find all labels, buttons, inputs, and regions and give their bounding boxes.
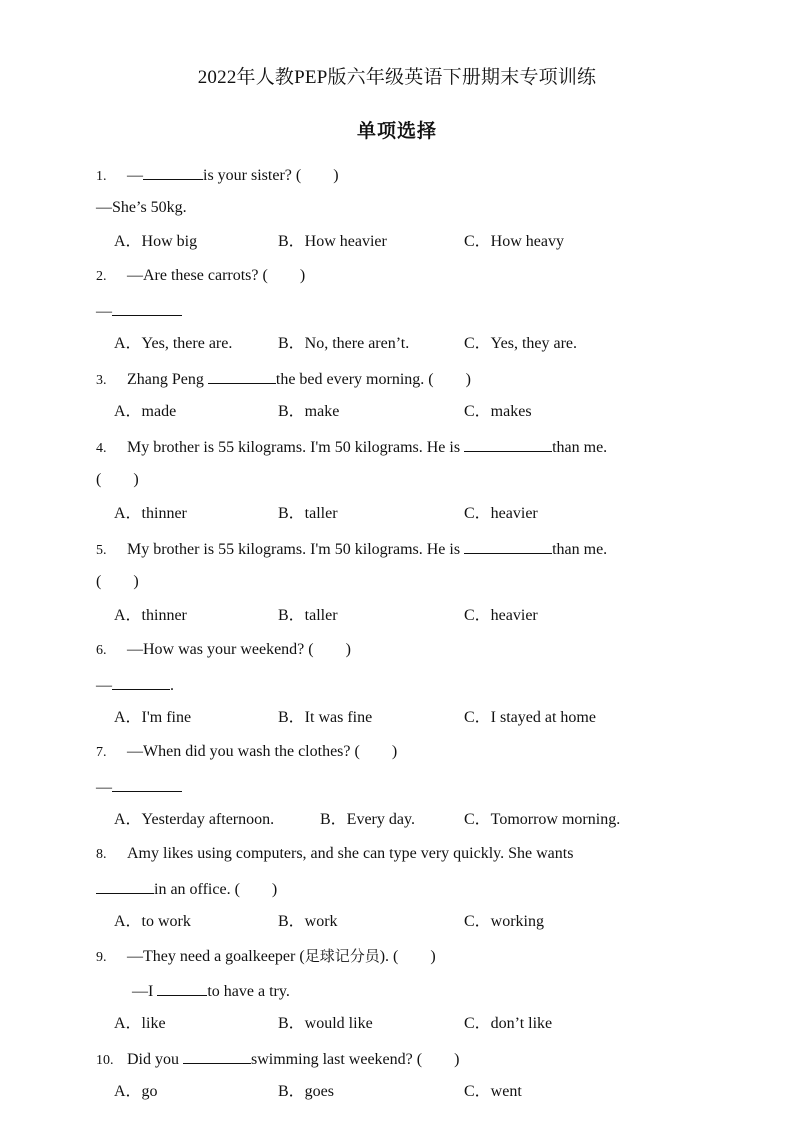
answer-line: —She’s 50kg.: [96, 199, 187, 216]
question-number: 10.: [96, 1053, 114, 1068]
question-6: [96, 638, 696, 740]
question-text: is your sister? ( ): [203, 167, 339, 184]
question-7: [96, 740, 696, 842]
question-number: 6.: [96, 643, 107, 658]
question-text: —They need a goalkeeper (: [127, 948, 305, 965]
answer-bracket: ( ): [96, 573, 139, 590]
question-text: —How was your weekend? ( ): [127, 641, 351, 658]
question-2: [96, 264, 696, 366]
question-9: [96, 944, 696, 1046]
section-heading: 单项选择: [356, 120, 437, 142]
answer-blank: [157, 978, 207, 996]
option-c[interactable]: C．Tomorrow morning.: [464, 811, 621, 828]
option-a[interactable]: A．Yesterday afternoon.: [114, 811, 275, 828]
chinese-gloss: 足球记分员: [304, 947, 380, 965]
option-b[interactable]: B．It was fine: [278, 709, 373, 726]
question-number: 7.: [96, 745, 107, 760]
option-b[interactable]: B．work: [278, 913, 338, 930]
option-c[interactable]: C．heavier: [464, 607, 538, 624]
question-8: [96, 842, 696, 944]
option-b[interactable]: B．make: [278, 403, 340, 420]
option-b[interactable]: B．How heavier: [278, 233, 387, 250]
option-c[interactable]: C．went: [464, 1083, 522, 1100]
question-text: ). ( ): [379, 948, 436, 965]
option-c[interactable]: C．don’t like: [464, 1015, 553, 1032]
option-c[interactable]: C．heavier: [464, 505, 538, 522]
question-number: 4.: [96, 441, 107, 456]
question-number: 3.: [96, 373, 107, 388]
option-b[interactable]: B．No, there aren’t.: [278, 335, 410, 352]
option-b[interactable]: B．goes: [278, 1083, 335, 1100]
option-c[interactable]: C．makes: [464, 403, 532, 420]
answer-blank: [112, 298, 182, 316]
option-c[interactable]: C．How heavy: [464, 233, 564, 250]
answer-blank: [112, 672, 170, 690]
question-5: [96, 536, 696, 638]
answer-blank: [208, 366, 276, 384]
answer-blank: [464, 536, 552, 554]
question-text: —When did you wash the clothes? ( ): [127, 743, 398, 760]
option-a[interactable]: A．like: [114, 1015, 166, 1032]
option-b[interactable]: B．would like: [278, 1015, 373, 1032]
options: [96, 910, 696, 944]
option-a[interactable]: A．Yes, there are.: [114, 335, 233, 352]
question-text: Did you: [127, 1051, 183, 1068]
options: [96, 808, 696, 842]
options: [96, 502, 696, 536]
question-text: Zhang Peng: [127, 371, 208, 388]
option-b[interactable]: B．taller: [278, 505, 338, 522]
question-number: 5.: [96, 543, 107, 558]
option-b[interactable]: B．Every day.: [320, 811, 415, 828]
option-b[interactable]: B．taller: [278, 607, 338, 624]
option-c[interactable]: C．Yes, they are.: [464, 335, 578, 352]
option-a[interactable]: A．I'm fine: [114, 709, 192, 726]
page-title: 2022年人教PEP版六年级英语下册期末专项训练: [197, 67, 597, 88]
answer-blank: [96, 876, 154, 894]
answer-line: —: [96, 779, 112, 796]
question-number: 9.: [96, 950, 107, 965]
question-3: [96, 366, 696, 434]
question-text: —Are these carrots? ( ): [127, 267, 306, 284]
question-text: —: [127, 167, 143, 184]
option-a[interactable]: A．thinner: [114, 505, 187, 522]
options: [96, 230, 696, 264]
question-4: [96, 434, 696, 536]
question-1: [96, 162, 696, 264]
option-a[interactable]: A．made: [114, 403, 177, 420]
question-number: 2.: [96, 269, 107, 284]
option-a[interactable]: A．thinner: [114, 607, 187, 624]
question-text: Amy likes using computers, and she can type very quickly. She wants: [127, 845, 574, 862]
answer-line: —: [96, 677, 112, 694]
question-text: My brother is 55 kilograms. I'm 50 kilograms. He is: [127, 439, 465, 456]
question-text: in an office. ( ): [154, 881, 278, 898]
question-list: [96, 162, 696, 1114]
answer-blank: [464, 434, 552, 452]
answer-blank: [143, 162, 203, 180]
options: [96, 604, 696, 638]
option-a[interactable]: A．How big: [114, 233, 198, 250]
option-c[interactable]: C．I stayed at home: [464, 709, 596, 726]
question-text: swimming last weekend? ( ): [251, 1051, 460, 1068]
option-a[interactable]: A．go: [114, 1083, 158, 1100]
answer-bracket: ( ): [96, 471, 139, 488]
options: [96, 332, 696, 366]
answer-blank: [112, 774, 182, 792]
options: [96, 1080, 696, 1114]
question-text: than me.: [552, 541, 608, 558]
question-number: 8.: [96, 847, 107, 862]
question-10: [96, 1046, 696, 1114]
option-c[interactable]: C．working: [464, 913, 545, 930]
option-a[interactable]: A．to work: [114, 913, 191, 930]
options: [96, 400, 696, 434]
answer-line: .: [170, 677, 174, 694]
question-text: than me.: [552, 439, 608, 456]
answer-blank: [183, 1046, 251, 1064]
question-number: 1.: [96, 169, 107, 184]
question-text: My brother is 55 kilograms. I'm 50 kilograms. He is: [127, 541, 465, 558]
answer-line: —: [96, 303, 112, 320]
answer-line: —I: [132, 983, 158, 1000]
answer-line: to have a try.: [207, 983, 290, 1000]
question-text: the bed every morning. ( ): [275, 371, 471, 388]
options: [96, 706, 696, 740]
options: [96, 1012, 696, 1046]
